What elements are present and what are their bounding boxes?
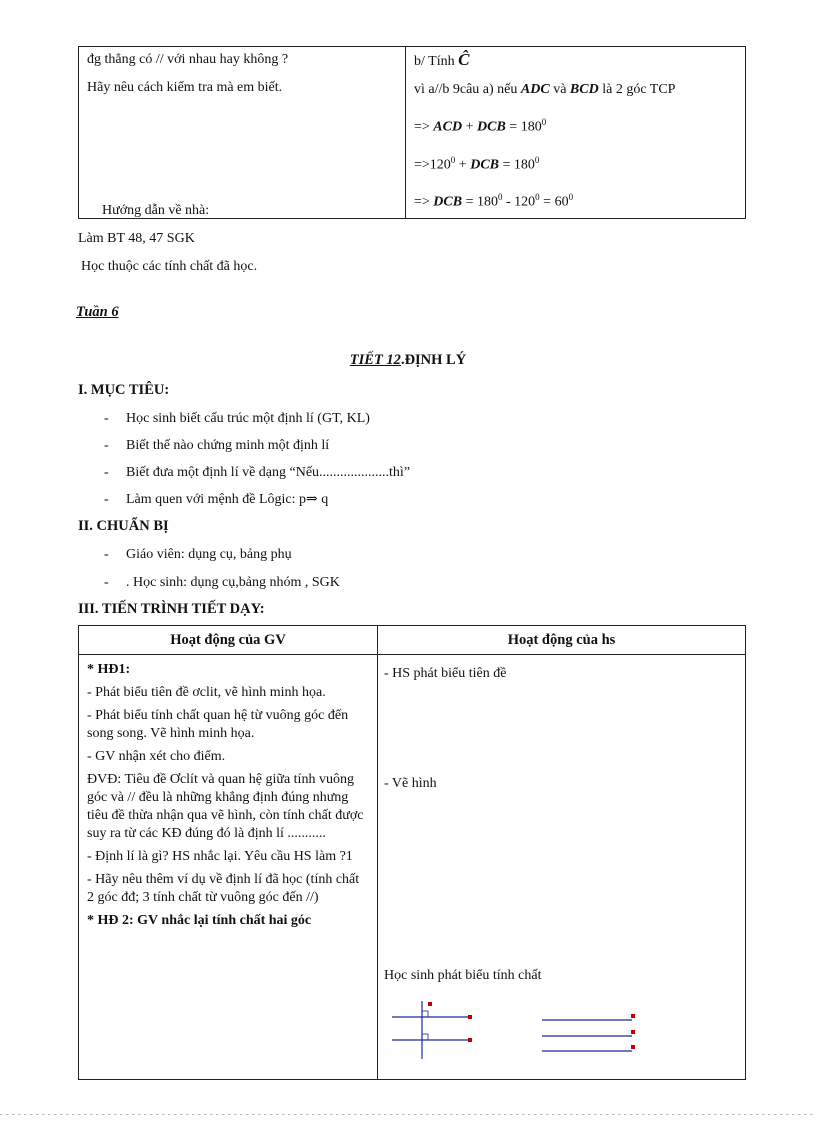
lesson-name: .ĐỊNH LÝ [400,352,467,368]
angle-dcb: DCB [477,119,506,135]
hs-line-3: Học sinh phát biểu tính chất [384,968,542,983]
line3-deg: 0 [541,117,547,127]
top-right-line2 [414,81,737,99]
section2-item-2: - . Học sinh: dụng cụ,bảng nhóm , SGK [104,575,340,590]
line4-eq: = 180 [499,157,535,173]
hs-figure [386,997,646,1067]
fig-mark-5 [631,1030,635,1034]
top-left-line1: đg thẳng có // với nhau hay không ? [87,52,289,67]
line5-mid: - 120 [502,194,536,210]
top-table-left-cell [79,47,406,219]
fig-mark-4 [631,1014,635,1018]
gv-line-4: ĐVĐ: Tiêu đề Ơclít và quan hệ giữa tính vuông góc và // đều là những khẳng định đúng nhưng tiêu đề thừa nhận qua vẽ hình, còn tính chất được suy ra từ các KĐ đúng đó là định lí ........... [87,772,364,841]
line1-label: b/ Tính [414,54,459,69]
header-hs: Hoạt động của hs [378,626,746,655]
fig-right-angle-2 [422,1034,428,1040]
line2-post: là 2 góc TCP [598,82,676,97]
gv-hd1: * HĐ1: [87,662,131,677]
line2-pre: vì a//b 9câu a) nếu [414,82,521,97]
header-gv: Hoạt động của GV [79,626,378,655]
angle-acd: ACD [433,119,463,135]
angle-dcb-3: DCB [433,194,463,210]
top-right-line1 [414,51,737,71]
section1-item-4-text: Làm quen với mệnh đề Lôgic: p⇒ q [126,492,329,507]
line4-plus: + [455,157,471,173]
section1-item-3: - Biết đưa một định lí về dạng “Nếu....................thì” [104,465,411,480]
line3-eq: = 180 [505,119,542,135]
line5-end: = 60 [539,194,569,210]
section2-item-1: - Giáo viên: dụng cụ, bảng phụ [104,547,292,562]
section2-item-2-text: . Học sinh: dụng cụ,bảng nhóm , SGK [126,575,340,590]
top-right-line3 [414,113,737,137]
homework-item-2: Học thuộc các tính chất đã học. [81,259,258,274]
line5-deg2: 0 [535,192,540,203]
section1-item-2: - Biết thế nào chứng minh một định lí [104,438,330,453]
section1-item-3-text: Biết đưa một định lí về dạng “Nếu....................thì” [126,465,411,480]
homework-item-1: Làm BT 48, 47 SGK [78,231,195,246]
section1-item-1-text: Học sinh biết cấu trúc một định lí (GT, KL) [126,411,370,426]
gv-cell [79,655,378,1080]
homework-title: Hướng dẫn về nhà: [102,203,210,218]
line4-pre: =>120 [414,157,451,173]
lesson-title [0,352,816,369]
top-left-line2: Hãy nêu cách kiểm tra mà em biết. [87,80,283,95]
line2-mid: và [549,82,570,97]
line5-eq: = 180 [462,194,498,210]
line4-deg2: 0 [534,154,540,165]
hs-line-1: - HS phát biểu tiên đề [384,666,507,681]
angle-dcb-2: DCB [470,157,499,173]
activity-table [78,625,746,1080]
section2-heading: II. CHUẨN BỊ [78,518,169,534]
gv-line-6: - Hãy nêu thêm ví dụ về định lí đã học (tính chất 2 góc đđ; 3 tính chất từ vuông góc đến //) [87,872,360,905]
fig-mark-1 [428,1002,432,1006]
section1-item-1: - Học sinh biết cấu trúc một định lí (GT, KL) [104,411,370,426]
line5-deg3: 0 [568,192,574,203]
line5-arrow: => [414,194,434,210]
section1-item-4: - Làm quen với mệnh đề Lôgic: p⇒ q [104,492,329,507]
lesson-code: TIẾT 12 [349,352,401,368]
fig-right-angle-1 [422,1011,428,1017]
fig-mark-2 [468,1015,472,1019]
top-table-right-cell [406,47,746,219]
top-right-line4 [414,151,737,175]
line5-deg1: 0 [498,192,503,203]
page-bottom-border [0,1114,816,1115]
top-right-line5 [414,188,737,212]
section2-item-1-text: Giáo viên: dụng cụ, bảng phụ [126,547,292,562]
section3-heading: III. TIẾN TRÌNH TIẾT DẠY: [78,601,265,617]
line3-plus: + [462,119,477,135]
week-label: Tuần 6 [76,304,119,320]
gv-hd2: * HĐ 2: GV nhắc lại tính chất hai góc [87,913,312,928]
gv-line-3: - GV nhận xét cho điểm. [87,749,226,764]
fig-mark-3 [468,1038,472,1042]
angle-c: Ĉ [458,50,470,69]
section1-heading: I. MỤC TIÊU: [78,382,170,398]
top-table [78,46,746,219]
hs-line-2: - Vẽ hình [384,776,437,791]
fig-mark-6 [631,1045,635,1049]
line4-deg: 0 [450,154,456,165]
gv-line-5: - Định lí là gì? HS nhắc lại. Yêu cầu HS làm ?1 [87,849,353,864]
section1-item-2-text: Biết thế nào chứng minh một định lí [126,438,330,453]
angle-bcd: BCD [569,82,599,97]
gv-line-1: - Phát biểu tiên đề ơclit, vẽ hình minh họa. [87,685,326,700]
hs-cell [378,655,746,1080]
line3-arrow: => [414,119,434,135]
gv-line-2: - Phát biểu tính chất quan hệ từ vuông góc đến song song. Vẽ hình minh họa. [87,708,349,741]
angle-adc: ADC [520,82,550,97]
